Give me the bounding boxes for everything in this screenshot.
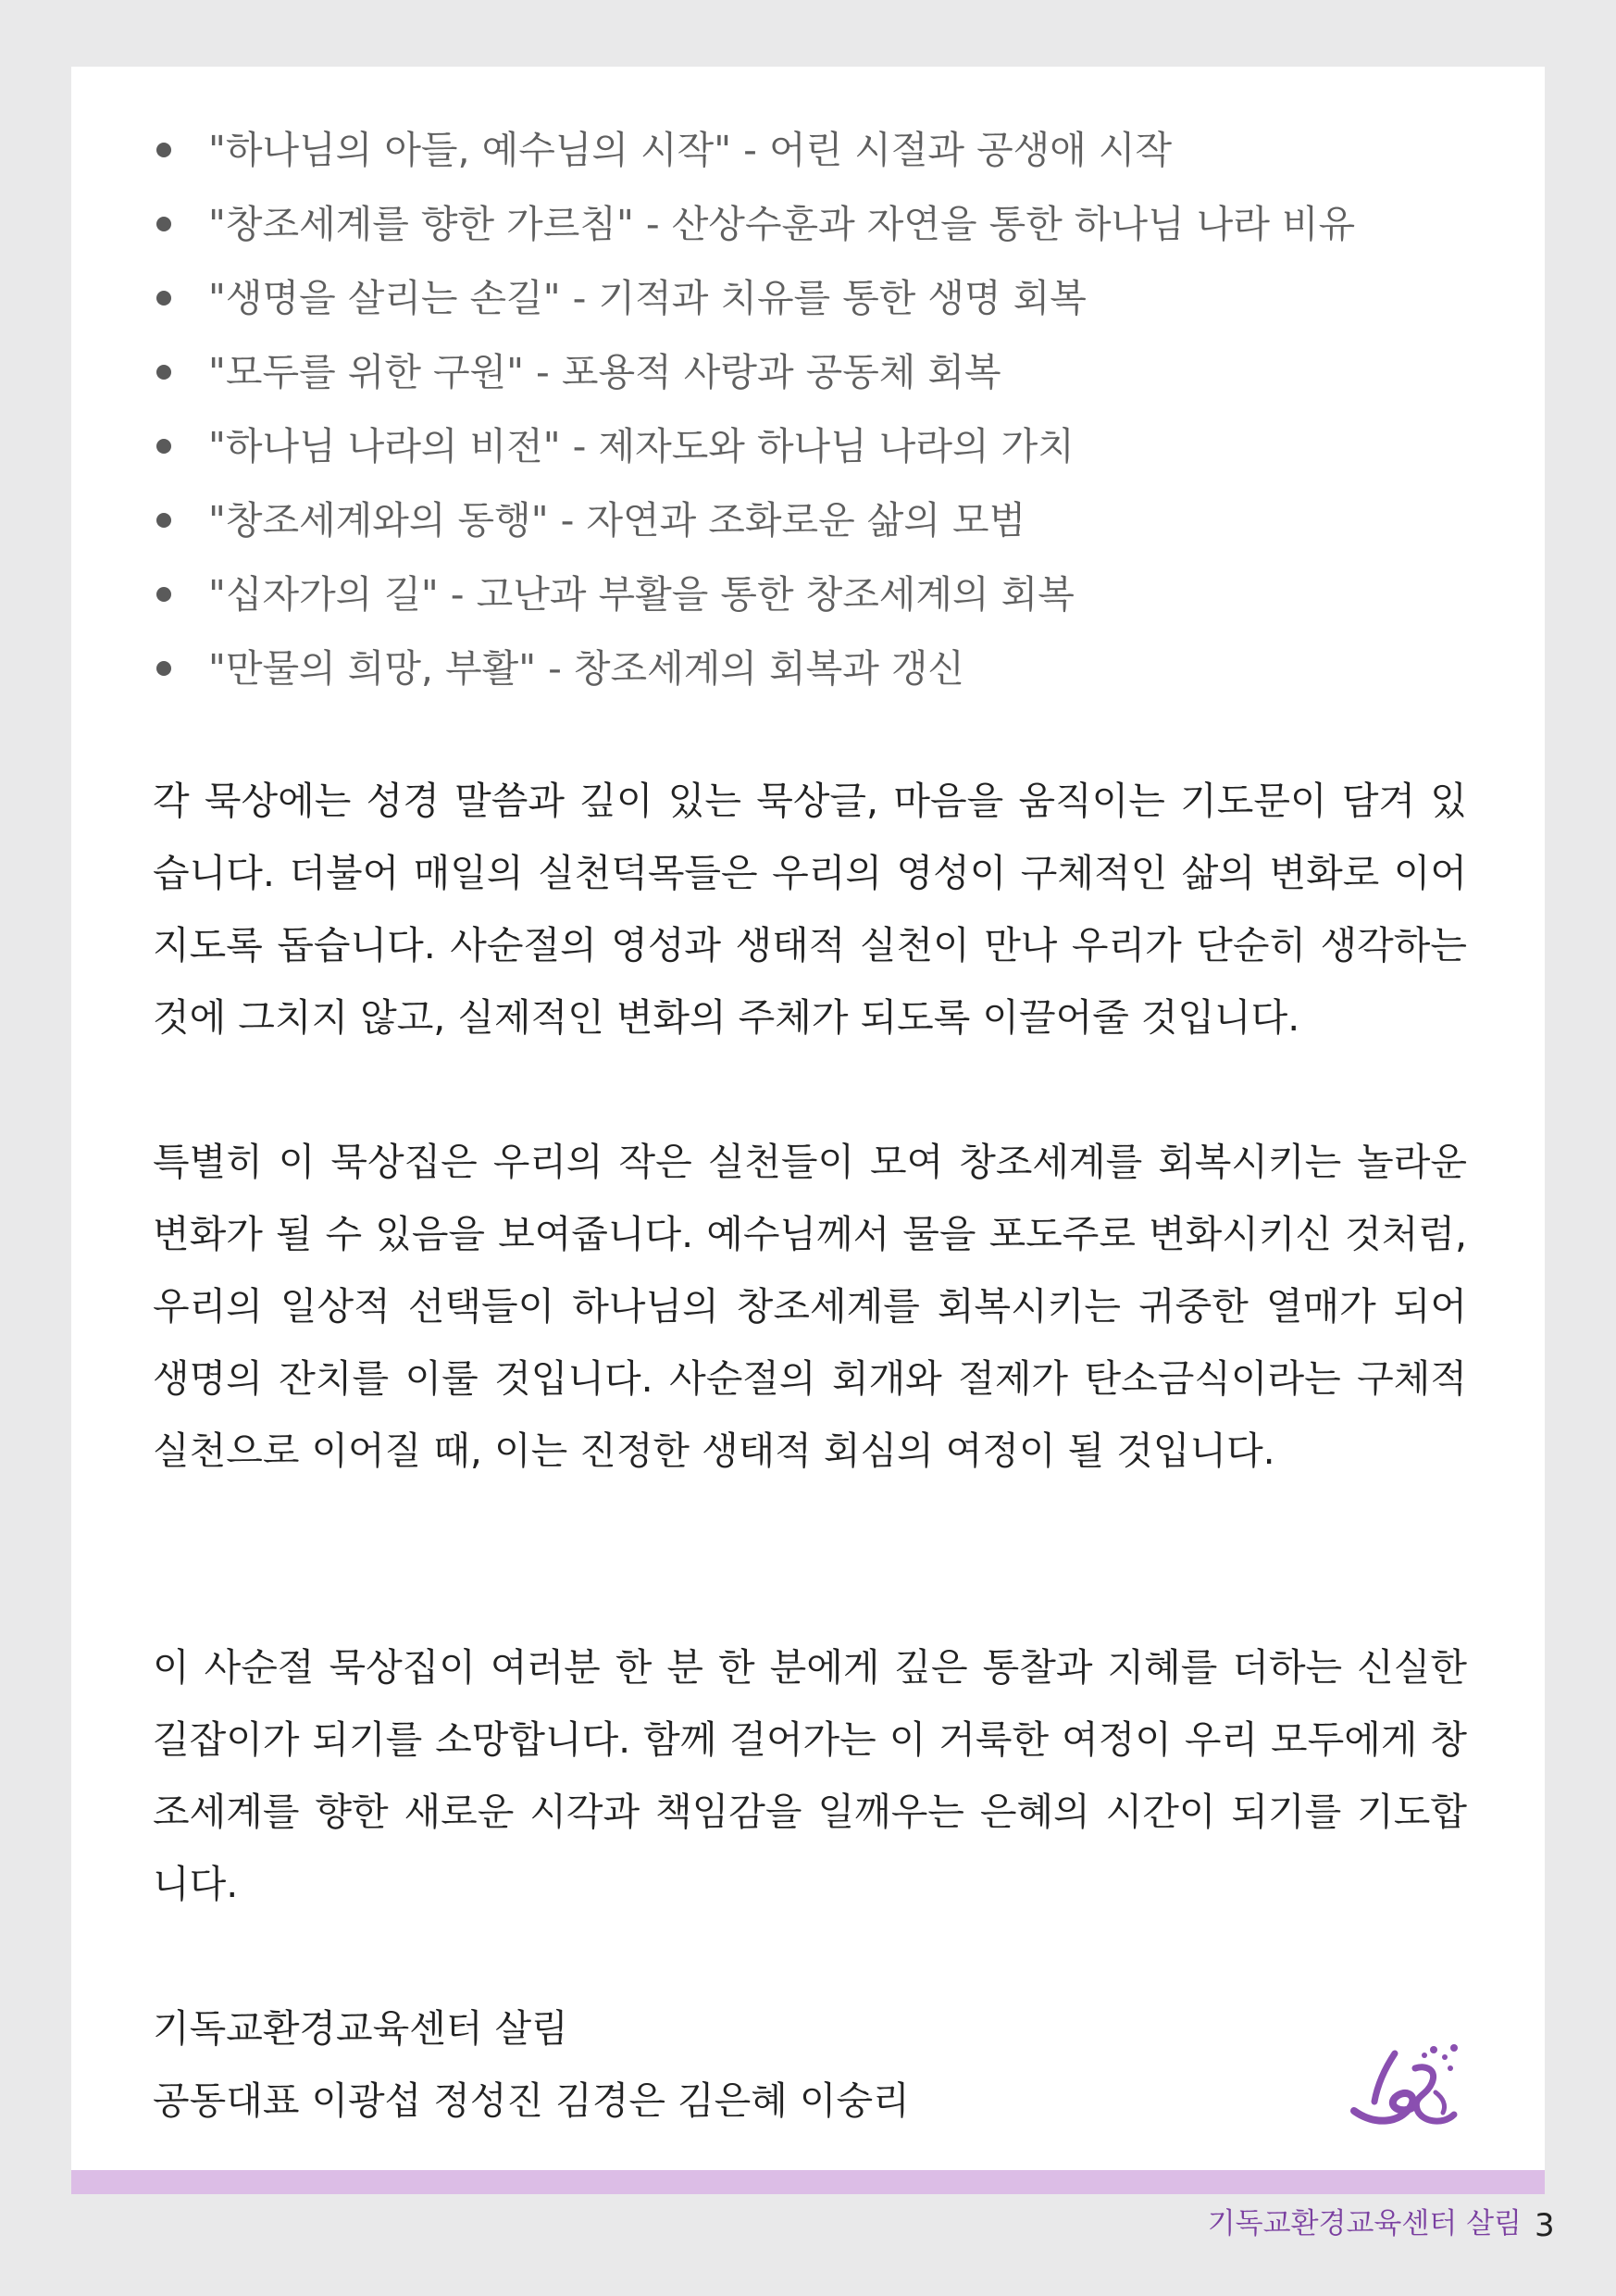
signature-representatives: 공동대표 이광섭 정성진 김경은 김은혜 이숭리 bbox=[153, 2078, 910, 2123]
list-item-text: "하나님 나라의 비전" - 제자도와 하나님 나라의 가치 bbox=[208, 424, 1075, 468]
list-item bbox=[156, 113, 1355, 187]
bullet-icon bbox=[156, 365, 171, 380]
list-item-text: "생명을 살리는 손길" - 기적과 치유를 통한 생명 회복 bbox=[208, 276, 1087, 320]
list-item-text: "모두를 위한 구원" - 포용적 사랑과 공동체 회복 bbox=[208, 350, 1001, 394]
list-item-text: "십자가의 길" - 고난과 부활을 통한 창조세계의 회복 bbox=[208, 572, 1075, 617]
paragraph-meditation-contents: 각 묵상에는 성경 말씀과 깊이 있는 묵상글, 마음을 움직이는 기도문이 담겨 있습니다. 더불어 매일의 실천덕목들은 우리의 영성이 구체적인 삶의 변화로 이어지도록 돕습니다. 사순절의 영성과 생태적 실천이 만나 우리가 단순히 생각하는 것에 그치지 않고, 실제적인 변화의 주체가 되도록 이끌어줄 것입니다. bbox=[153, 779, 1467, 1040]
footer-bar bbox=[71, 2170, 1545, 2194]
bullet-icon bbox=[156, 143, 171, 157]
bullet-icon bbox=[156, 513, 171, 528]
list-item bbox=[156, 631, 1355, 705]
page-card bbox=[71, 67, 1545, 2170]
footer-organization: 기독교환경교육센터 살림 bbox=[1207, 2207, 1522, 2240]
list-item bbox=[156, 557, 1355, 631]
page-number: 3 bbox=[1535, 2207, 1555, 2244]
list-item-text: "창조세계를 향한 가르침" - 산상수훈과 자연을 통한 하나님 나라 비유 bbox=[208, 202, 1356, 246]
bullet-icon bbox=[156, 217, 171, 231]
bullet-icon bbox=[156, 587, 171, 602]
bullet-icon bbox=[156, 291, 171, 306]
list-item-text: "창조세계와의 동행" - 자연과 조화로운 삶의 모범 bbox=[208, 498, 1026, 543]
salim-logo-icon bbox=[1347, 2037, 1467, 2137]
list-item bbox=[156, 409, 1355, 483]
paragraph-closing-prayer: 이 사순절 묵상집이 여러분 한 분 한 분에게 깊은 통찰과 지혜를 더하는 신실한 길잡이가 되기를 소망합니다. 함께 걸어가는 이 거룩한 여정이 우리 모두에게 창조세계를 향한 새로운 시각과 책임감을 일깨우는 은혜의 시간이 되기를 기도합니다. bbox=[153, 1645, 1467, 1906]
list-item bbox=[156, 335, 1355, 409]
signature-organization: 기독교환경교육센터 살림 bbox=[153, 2006, 568, 2051]
list-item bbox=[156, 187, 1355, 261]
list-item bbox=[156, 483, 1355, 557]
list-item-text: "만물의 희망, 부활" - 창조세계의 회복과 갱신 bbox=[208, 646, 965, 691]
bullet-icon bbox=[156, 439, 171, 454]
bullet-icon bbox=[156, 661, 171, 676]
paragraph-small-practices: 특별히 이 묵상집은 우리의 작은 실천들이 모여 창조세계를 회복시키는 놀라운 변화가 될 수 있음을 보여줍니다. 예수님께서 물을 포도주로 변화시키신 것처럼, 우리의 일상적 선택들이 하나님의 창조세계를 회복시키는 귀중한 열매가 되어 생명의 잔치를 이룰 것입니다. 사순절의 회개와 절제가 탄소금식이라는 구체적 실천으로 이어질 때, 이는 진정한 생태적 회심의 여정이 될 것입니다. bbox=[153, 1140, 1467, 1473]
chapter-list bbox=[156, 113, 1355, 705]
list-item-text: "하나님의 아들, 예수님의 시작" - 어린 시절과 공생애 시작 bbox=[208, 128, 1173, 172]
list-item bbox=[156, 261, 1355, 335]
